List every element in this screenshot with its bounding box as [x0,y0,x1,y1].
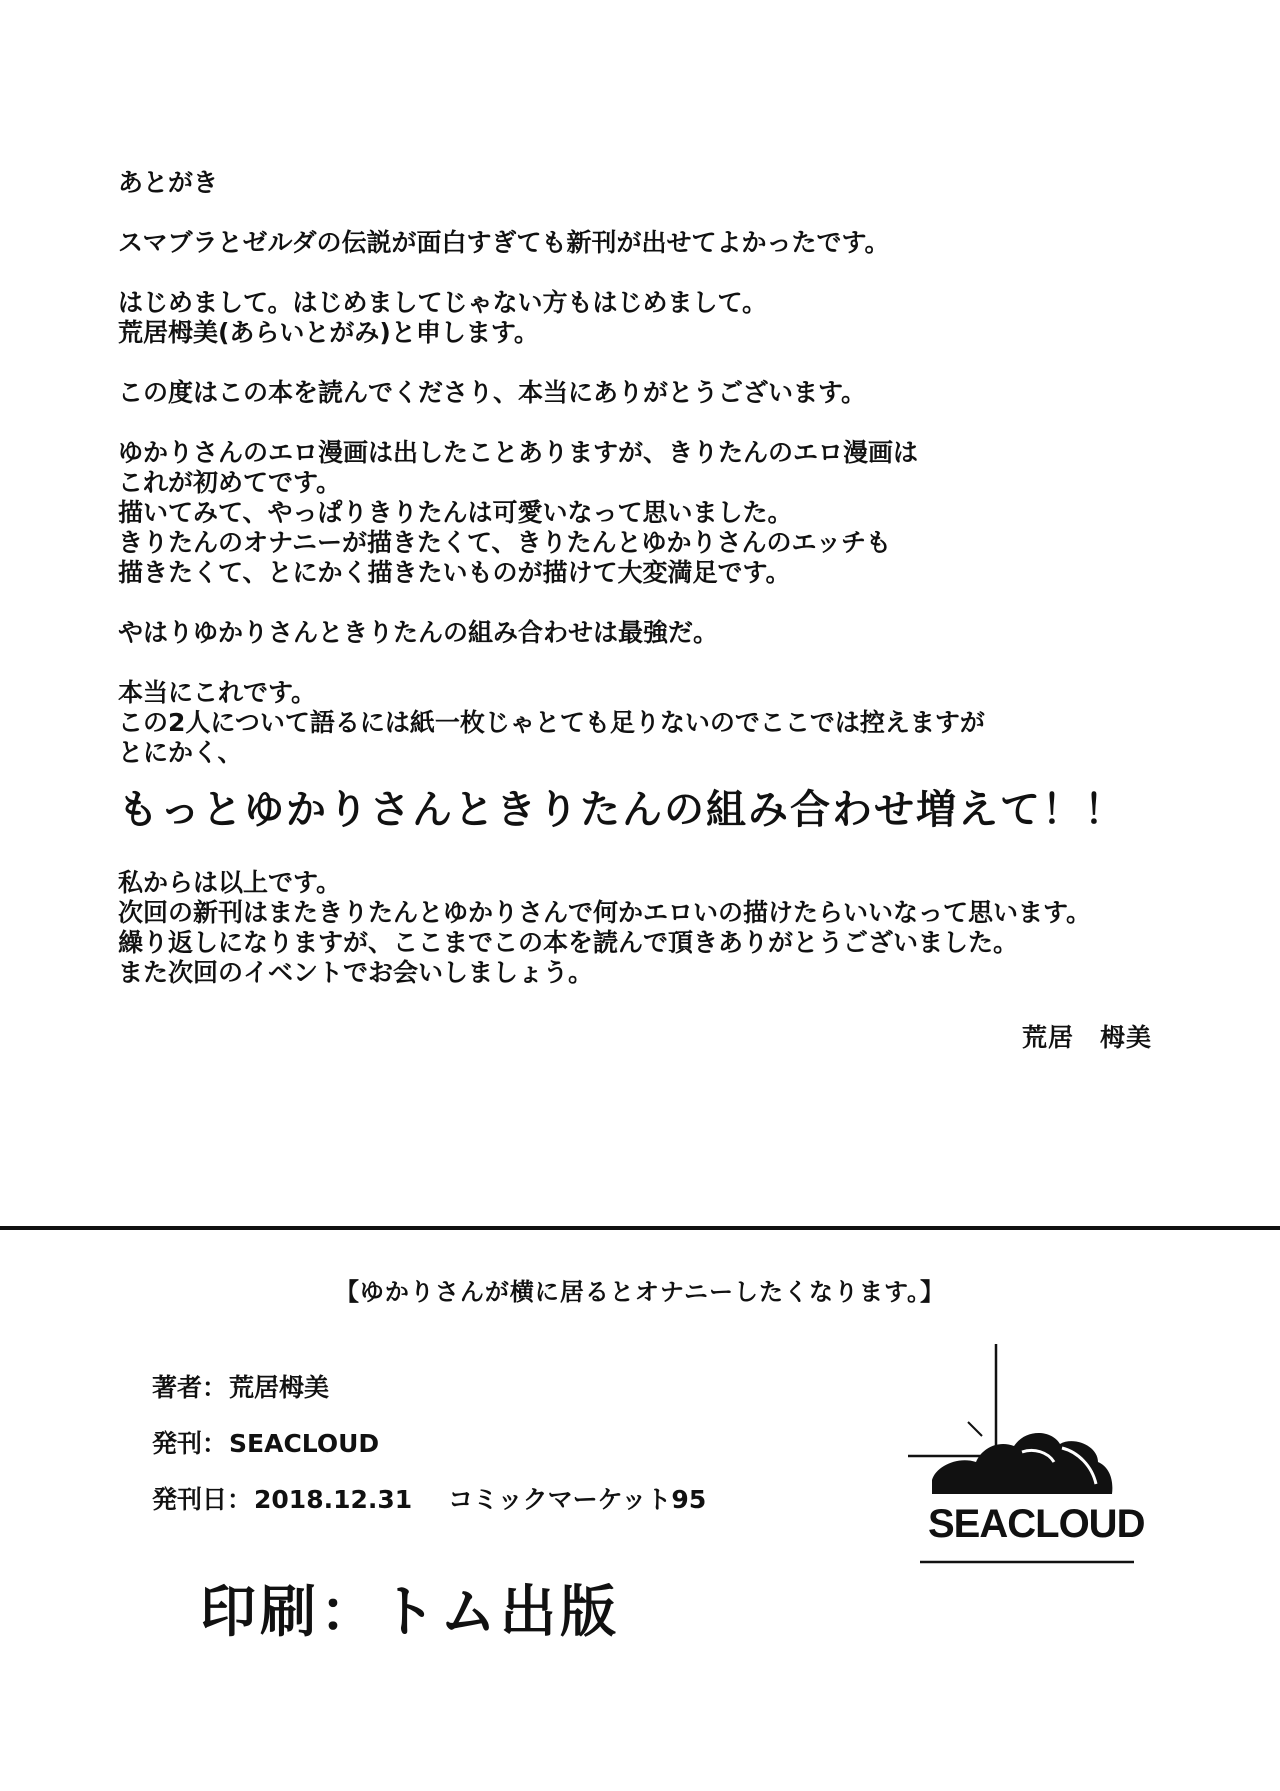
author-line [152,1368,329,1404]
afterword-para-2b: 荒居栂美(あらいとがみ)と申します。 [118,318,539,347]
publisher-label: 発刊： [152,1429,228,1458]
publisher-line [152,1424,379,1460]
divider [0,1226,1280,1230]
afterword-para-7a: 私からは以上です。 [118,868,342,897]
afterword-para-3: この度はこの本を読んでくださり、本当にありがとうございます。 [118,378,867,407]
date-line [152,1480,706,1516]
afterword-para-4d: きりたんのオナニーが描きたくて、きりたんとゆかりさんのエッチも [118,528,892,557]
signature: 荒居 栂美 [1021,1023,1152,1052]
afterword-para-6b: この2人について語るには紙一枚じゃとても足りないのでここでは控えますが [118,708,985,737]
afterword-emphasis: もっとゆかりさんときりたんの組み合わせ増えて！！ [118,787,1126,833]
afterword-para-7c: 繰り返しになりますが、ここまでこの本を読んで頂きありがとうございました。 [118,928,1019,957]
date-label: 発刊日： [152,1485,253,1514]
afterword-heading: あとがき [118,168,219,197]
afterword-para-6c: とにかく、 [118,738,243,767]
date-value: 2018.12.31 [254,1485,413,1514]
afterword-para-4e: 描きたくて、とにかく描きたいものが描けて大変満足です。 [118,558,791,587]
book-title: 【ゆかりさんが横に居るとオナニーしたくなります。】 [334,1278,946,1306]
author-label: 著者： [152,1373,228,1402]
afterword-para-5: やはりゆかりさんときりたんの組み合わせは最強だ。 [118,618,719,647]
afterword [118,168,1198,988]
afterword-para-7b: 次回の新刊はまたきりたんとゆかりさんで何かエロいの描けたらいいなって思います。 [118,898,1092,927]
afterword-para-4c: 描いてみて、やっぱりきりたんは可愛いなって思いました。 [118,498,793,527]
author-value: 荒居栂美 [229,1373,330,1402]
afterword-para-4b: これが初めてです。 [118,468,342,497]
seacloud-logo-text: SEACLOUD [928,1502,1145,1546]
afterword-para-2a: はじめまして。はじめましてじゃない方もはじめまして。 [118,288,768,317]
seacloud-logo [902,1344,1145,1564]
afterword-para-7d: また次回のイベントでお会いしましょう。 [118,958,594,987]
printer-line: 印刷：トム出版 [200,1580,620,1645]
afterword-para-4a: ゆかりさんのエロ漫画は出したことありますが、きりたんのエロ漫画は [118,438,919,467]
afterword-para-1: スマブラとゼルダの伝説が面白すぎても新刊が出せてよかったです。 [118,228,890,257]
publisher-value: SEACLOUD [229,1429,380,1458]
event-value: コミックマーケット95 [448,1485,707,1514]
afterword-para-6a: 本当にこれです。 [118,678,317,707]
